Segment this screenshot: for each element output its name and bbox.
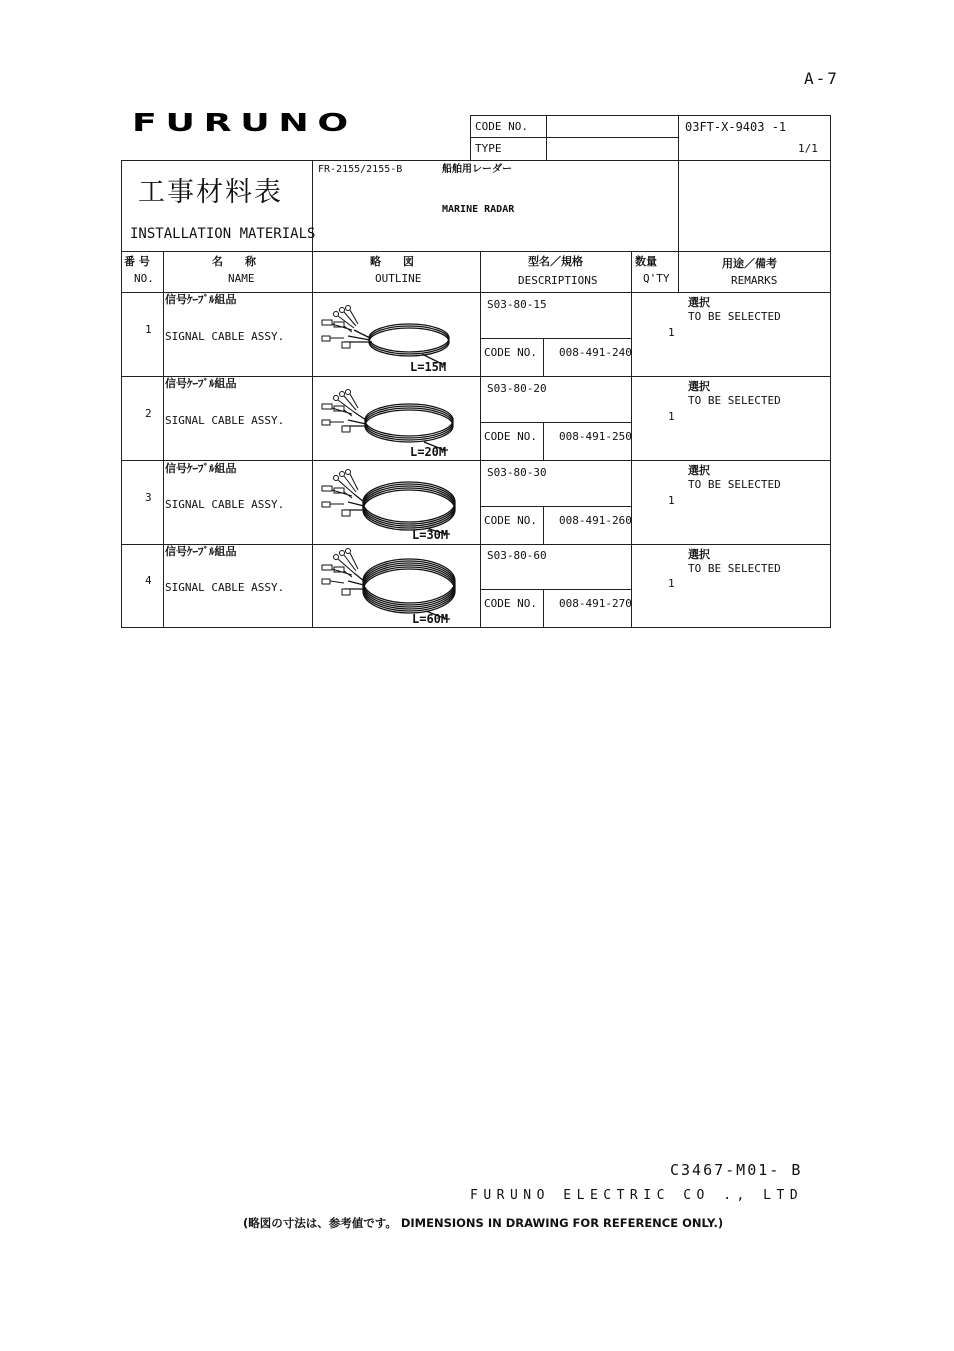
code-number: 008-491-270 [559,597,632,610]
row-number: 3 [145,491,152,504]
rule [470,137,678,138]
code-label: CODE NO. [484,514,537,527]
row-number: 2 [145,407,152,420]
type-label: TYPE [475,142,502,155]
row-number: 4 [145,574,152,587]
col-remarks-jp: 用途／備考 [722,257,777,270]
remark-jp: 選択 [688,380,710,393]
code-label: CODE NO. [484,430,537,443]
remark-en: TO BE SELECTED [688,478,781,491]
cable-coil-drawing [314,462,478,544]
remark-jp: 選択 [688,464,710,477]
cable-coil-drawing [314,378,478,460]
cable-length: L=60M [412,612,449,626]
title-japanese: 工事材料表 [138,177,283,208]
rule [121,627,830,628]
col-qty-en: Q'TY [643,272,670,285]
item-name-jp: 信号ｹｰﾌﾞﾙ組品 [165,377,237,390]
rule [830,115,831,628]
item-name-jp: 信号ｹｰﾌﾞﾙ組品 [165,293,237,306]
item-name-en: SIGNAL CABLE ASSY. [165,414,285,427]
rule [543,338,544,376]
type-designation: S03-80-30 [487,466,547,479]
cable-length: L=30M [412,528,449,542]
rule [480,589,631,590]
col-desc-en: DESCRIPTIONS [518,274,598,287]
cable-coil-drawing [314,294,478,376]
rule [543,506,544,544]
rule [470,115,471,160]
code-label: CODE NO. [484,597,537,610]
rule [546,115,547,160]
code-label: CODE NO. [484,346,537,359]
title-english: INSTALLATION MATERIALS [130,226,316,242]
cable-length: L=20M [410,445,447,459]
item-name-jp: 信号ｹｰﾌﾞﾙ組品 [165,545,237,558]
document-id: C3467-M01- B [670,1161,803,1179]
model-number: FR-2155/2155-B [318,164,403,175]
code-no-label: CODE NO. [475,120,528,133]
item-name-jp: 信号ｹｰﾌﾞﾙ組品 [165,462,237,475]
item-name-en: SIGNAL CABLE ASSY. [165,330,285,343]
type-designation: S03-80-15 [487,298,547,311]
rule [678,115,679,292]
remark-en: TO BE SELECTED [688,562,781,575]
furuno-logo: FURUNO [132,108,357,137]
quantity: 1 [668,410,675,423]
code-number: 008-491-240 [559,346,632,359]
code-number: 008-491-250 [559,430,632,443]
company-name: FURUNO ELECTRIC CO ., LTD [470,1188,804,1203]
quantity: 1 [668,577,675,590]
quantity: 1 [668,494,675,507]
col-name-en: NAME [228,272,255,285]
rule [121,160,830,161]
remark-jp: 選択 [688,296,710,309]
rule [480,338,631,339]
product-japanese: 船舶用レーダー [442,164,512,175]
col-outline-en: OUTLINE [375,272,422,285]
code-number: 008-491-260 [559,514,632,527]
item-name-en: SIGNAL CABLE ASSY. [165,581,285,594]
product-english: MARINE RADAR [442,204,515,215]
remark-en: TO BE SELECTED [688,394,781,407]
col-name-jp: 名 称 [212,255,256,268]
sheet-number: 1/1 [798,142,818,155]
rule [163,251,164,627]
document-code: 03FT-X-9403 -1 [685,120,787,134]
rule [121,460,830,461]
remark-en: TO BE SELECTED [688,310,781,323]
col-no-jp: 番 号 [124,255,150,268]
reference-note: (略図の寸法は、参考値です。 DIMENSIONS IN DRAWING FOR REFERENCE ONLY.) [243,1216,724,1230]
cable-coil-drawing [314,545,478,627]
rule [470,115,830,116]
col-remarks-en: REMARKS [731,274,778,287]
col-qty-jp: 数量 [635,255,657,268]
col-desc-jp: 型名／規格 [528,255,583,268]
col-outline-jp: 略 図 [370,255,414,268]
col-no-en: NO. [134,272,154,285]
quantity: 1 [668,326,675,339]
row-number: 1 [145,323,152,336]
type-designation: S03-80-60 [487,549,547,562]
rule [121,160,122,627]
cable-length: L=15M [410,360,447,374]
rule [480,251,481,627]
item-name-en: SIGNAL CABLE ASSY. [165,498,285,511]
rule [480,422,631,423]
rule [121,251,830,252]
rule [480,506,631,507]
page-number: A-7 [804,69,839,88]
type-designation: S03-80-20 [487,382,547,395]
rule [543,422,544,460]
rule [543,589,544,627]
remark-jp: 選択 [688,548,710,561]
